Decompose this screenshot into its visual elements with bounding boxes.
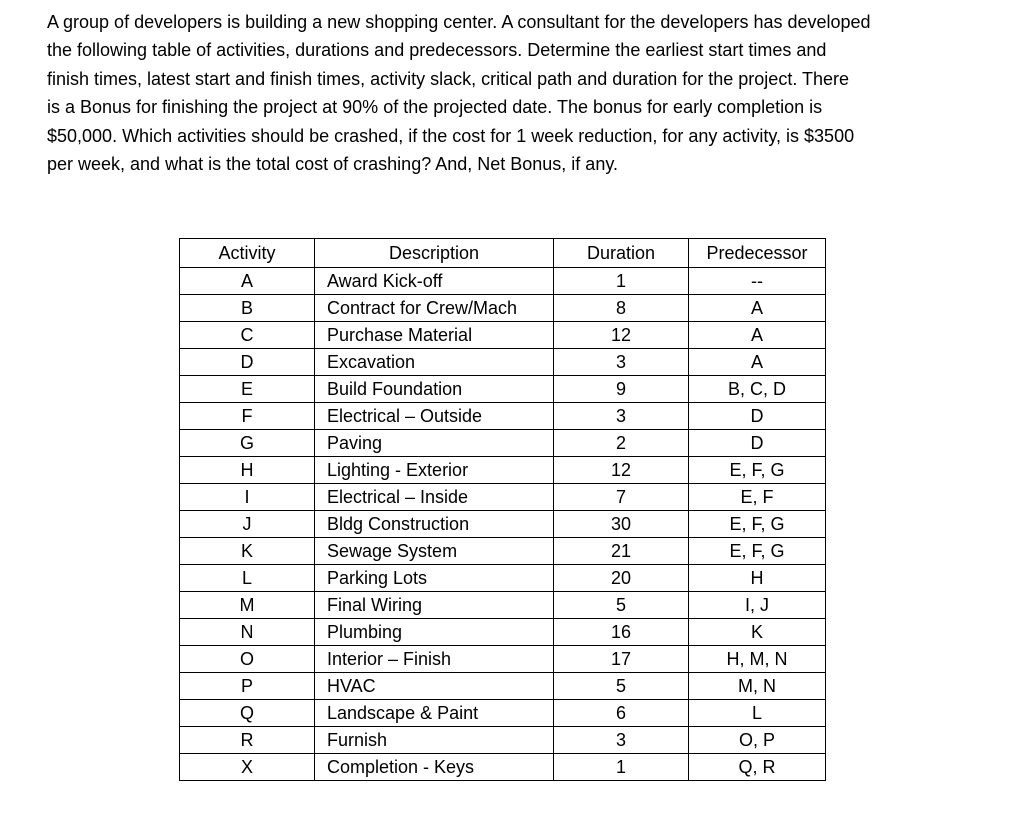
cell-description: Paving	[315, 430, 554, 457]
problem-line: A group of developers is building a new shopping center. A consultant for the developers has developed	[47, 12, 871, 32]
cell-description: Interior – Finish	[315, 646, 554, 673]
cell-activity: I	[180, 484, 315, 511]
problem-line: finish times, latest start and finish times, activity slack, critical path and duration for the project. There	[47, 68, 850, 89]
cell-duration: 21	[554, 538, 689, 565]
cell-duration: 30	[554, 511, 689, 538]
header-duration: Duration	[554, 239, 689, 268]
cell-description: Bldg Construction	[315, 511, 554, 538]
cell-predecessor: O, P	[689, 727, 826, 754]
cell-description: Electrical – Inside	[315, 484, 554, 511]
cell-duration: 5	[554, 592, 689, 619]
table-row	[180, 484, 826, 511]
problem-line: is a Bonus for finishing the project at 90% of the projected date. The bonus for early completion is	[47, 97, 823, 118]
cell-predecessor: D	[689, 430, 826, 457]
cell-description: Electrical – Outside	[315, 403, 554, 430]
cell-activity: D	[180, 349, 315, 376]
table-row	[180, 754, 826, 781]
table-row	[180, 295, 826, 322]
cell-duration: 2	[554, 430, 689, 457]
cell-duration: 17	[554, 646, 689, 673]
cell-duration: 1	[554, 268, 689, 295]
cell-description: Completion - Keys	[315, 754, 554, 781]
table-header-row	[180, 239, 826, 268]
cell-description: Lighting - Exterior	[315, 457, 554, 484]
cell-description: Landscape & Paint	[315, 700, 554, 727]
cell-predecessor: D	[689, 403, 826, 430]
header-activity: Activity	[180, 239, 315, 268]
table-row	[180, 430, 826, 457]
table-row	[180, 349, 826, 376]
table-row	[180, 403, 826, 430]
cell-predecessor: E, F	[689, 484, 826, 511]
cell-duration: 20	[554, 565, 689, 592]
cell-activity: X	[180, 754, 315, 781]
cell-description: Parking Lots	[315, 565, 554, 592]
header-description: Description	[315, 239, 554, 268]
cell-predecessor: H, M, N	[689, 646, 826, 673]
table-row	[180, 322, 826, 349]
cell-duration: 8	[554, 295, 689, 322]
cell-activity: E	[180, 376, 315, 403]
cell-duration: 3	[554, 349, 689, 376]
cell-predecessor: L	[689, 700, 826, 727]
cell-duration: 9	[554, 376, 689, 403]
cell-activity: O	[180, 646, 315, 673]
cell-activity: J	[180, 511, 315, 538]
cell-description: Plumbing	[315, 619, 554, 646]
cell-activity: B	[180, 295, 315, 322]
table-row	[180, 727, 826, 754]
cell-duration: 16	[554, 619, 689, 646]
cell-activity: A	[180, 268, 315, 295]
cell-description: Purchase Material	[315, 322, 554, 349]
cell-activity: N	[180, 619, 315, 646]
problem-line: $50,000. Which activities should be crashed, if the cost for 1 week reduction, for any activity, is $3500	[47, 125, 855, 146]
table-row	[180, 592, 826, 619]
cell-predecessor: H	[689, 565, 826, 592]
problem-line: the following table of activities, durations and predecessors. Determine the earliest start times and	[47, 40, 827, 61]
cell-activity: M	[180, 592, 315, 619]
cell-duration: 5	[554, 673, 689, 700]
cell-activity: R	[180, 727, 315, 754]
header-predecessor: Predecessor	[689, 239, 826, 268]
cell-predecessor: A	[689, 295, 826, 322]
table-row	[180, 646, 826, 673]
cell-duration: 3	[554, 727, 689, 754]
cell-duration: 12	[554, 457, 689, 484]
cell-duration: 12	[554, 322, 689, 349]
cell-predecessor: B, C, D	[689, 376, 826, 403]
cell-predecessor: I, J	[689, 592, 826, 619]
cell-description: Sewage System	[315, 538, 554, 565]
problem-statement	[47, 8, 997, 178]
cell-predecessor: A	[689, 322, 826, 349]
table-row	[180, 565, 826, 592]
cell-predecessor: E, F, G	[689, 511, 826, 538]
cell-activity: K	[180, 538, 315, 565]
cell-activity: P	[180, 673, 315, 700]
table-row	[180, 268, 826, 295]
cell-description: HVAC	[315, 673, 554, 700]
cell-description: Furnish	[315, 727, 554, 754]
cell-activity: Q	[180, 700, 315, 727]
cell-description: Final Wiring	[315, 592, 554, 619]
cell-description: Award Kick-off	[315, 268, 554, 295]
cell-description: Build Foundation	[315, 376, 554, 403]
table-row	[180, 538, 826, 565]
table-row	[180, 376, 826, 403]
cell-duration: 1	[554, 754, 689, 781]
problem-line: per week, and what is the total cost of crashing? And, Net Bonus, if any.	[47, 154, 618, 175]
activity-table	[179, 238, 826, 781]
cell-predecessor: M, N	[689, 673, 826, 700]
cell-predecessor: A	[689, 349, 826, 376]
cell-description: Excavation	[315, 349, 554, 376]
cell-predecessor: --	[689, 268, 826, 295]
cell-duration: 6	[554, 700, 689, 727]
cell-duration: 3	[554, 403, 689, 430]
cell-duration: 7	[554, 484, 689, 511]
table-row	[180, 700, 826, 727]
activity-table-body	[180, 268, 826, 781]
cell-activity: F	[180, 403, 315, 430]
cell-activity: C	[180, 322, 315, 349]
cell-predecessor: E, F, G	[689, 457, 826, 484]
table-row	[180, 457, 826, 484]
table-row	[180, 511, 826, 538]
cell-activity: H	[180, 457, 315, 484]
cell-predecessor: E, F, G	[689, 538, 826, 565]
cell-predecessor: Q, R	[689, 754, 826, 781]
cell-activity: L	[180, 565, 315, 592]
cell-description: Contract for Crew/Mach	[315, 295, 554, 322]
cell-activity: G	[180, 430, 315, 457]
table-row	[180, 619, 826, 646]
table-row	[180, 673, 826, 700]
cell-predecessor: K	[689, 619, 826, 646]
